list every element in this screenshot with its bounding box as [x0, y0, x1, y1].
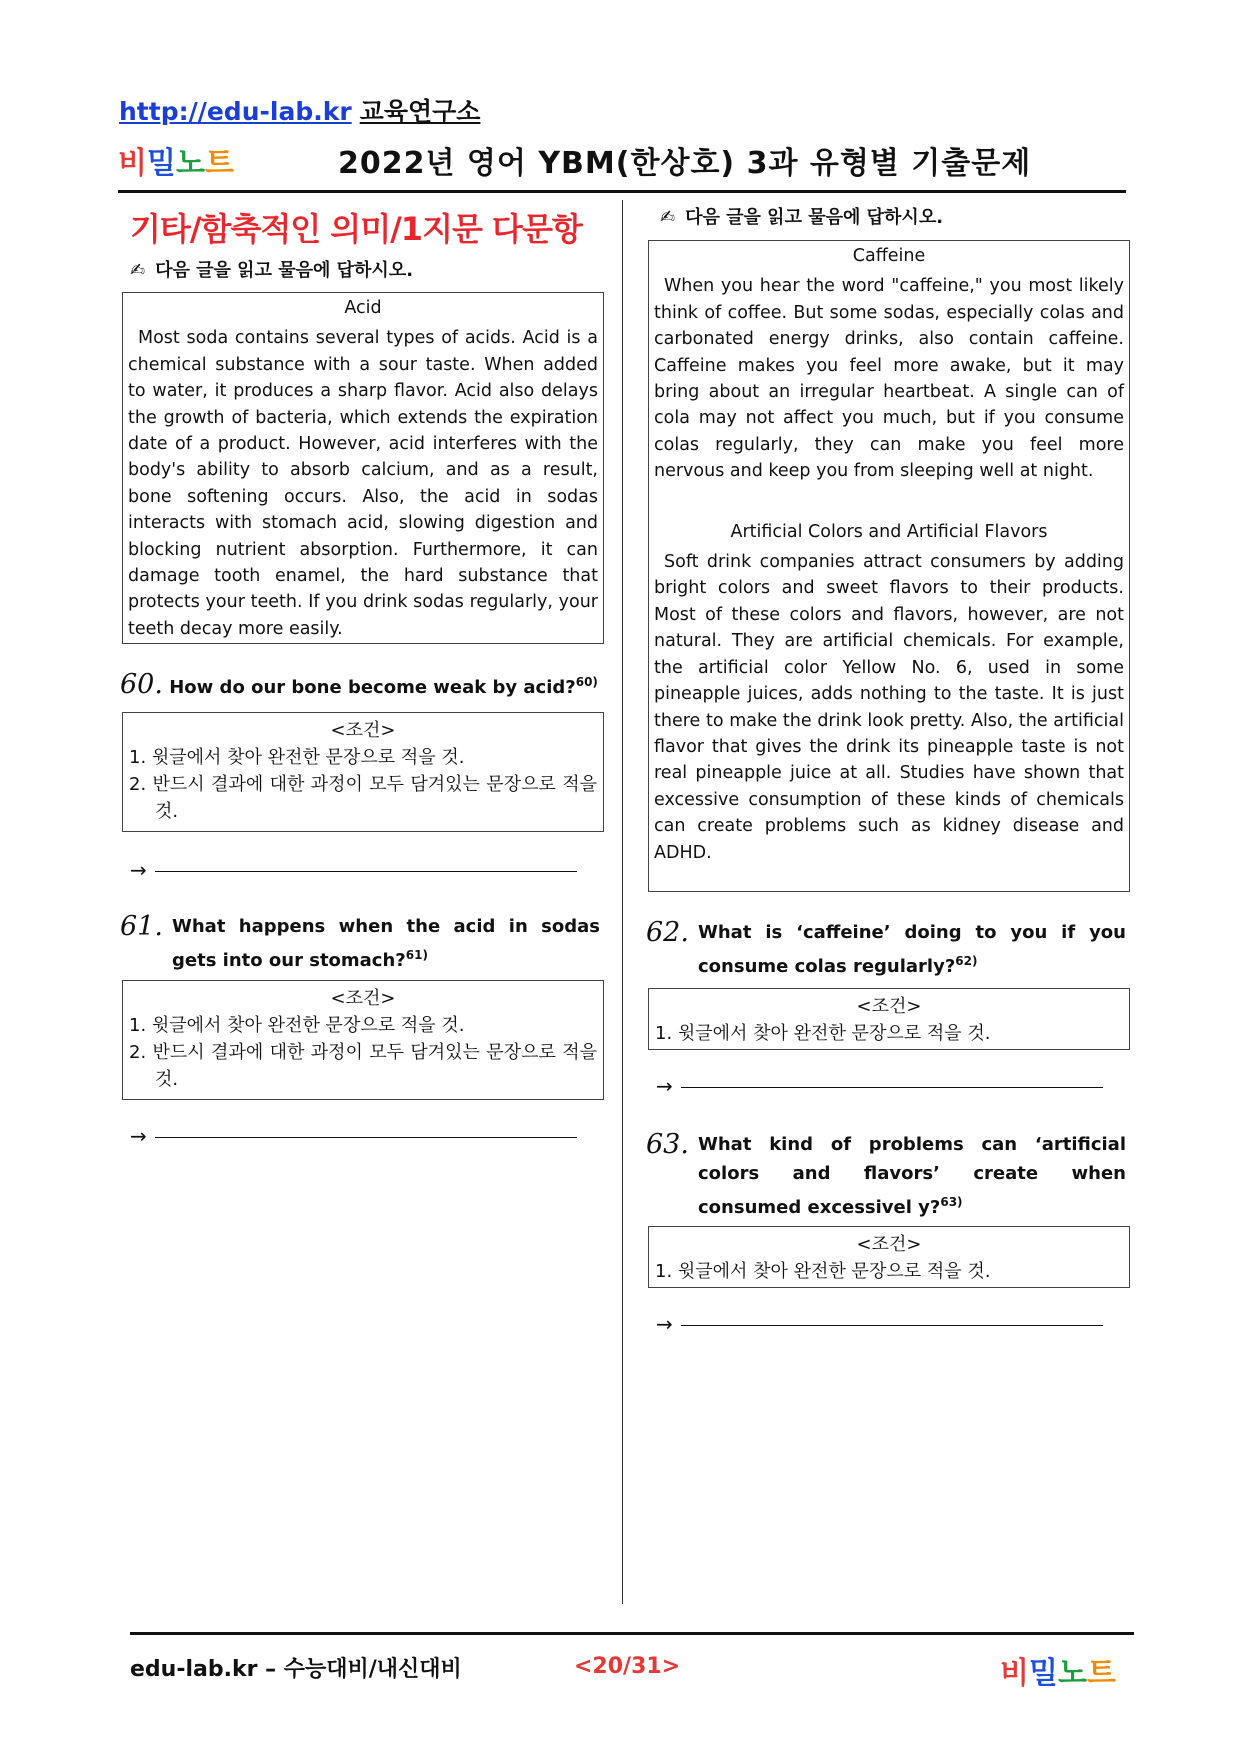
question-text: How do our bone become weak by acid? — [169, 677, 576, 698]
site-link[interactable] — [119, 92, 480, 128]
left-instruction — [130, 256, 413, 282]
document-title: 2022년 영어 YBM(한상호) 3과 유형별 기출문제 — [338, 146, 1032, 181]
brand-char-4: 트 — [1086, 1656, 1116, 1691]
footnote-ref: 62) — [955, 954, 978, 968]
footnote-ref: 61) — [405, 948, 428, 962]
footer-site: edu-lab.kr – 수능대비/내신대비 — [130, 1657, 462, 1682]
brand-char-2: 밀 — [1028, 1656, 1058, 1691]
condition-box-63 — [648, 1226, 1130, 1288]
question-number: 62. — [646, 917, 689, 948]
question-text: What happens when the acid in sodas gets into our stomach? — [172, 916, 600, 971]
condition-item: 1. 윗글에서 찾아 완전한 문장으로 적을 것. — [129, 1015, 465, 1036]
condition-title: <조건> — [856, 996, 922, 1017]
question-62 — [646, 918, 1126, 981]
answer-line-62[interactable] — [656, 1074, 1103, 1098]
column-divider — [622, 200, 623, 1604]
condition-item: 2. 반드시 결과에 대한 과정이 모두 담겨있는 문장으로 적을 것. — [129, 774, 597, 822]
footer-divider — [130, 1632, 1134, 1635]
question-number: 63. — [646, 1129, 689, 1160]
brand-char-3: 노 — [175, 146, 205, 181]
right-instruction — [660, 203, 943, 229]
answer-blank[interactable] — [681, 1325, 1103, 1326]
condition-title: <조건> — [330, 720, 396, 741]
answer-blank[interactable] — [681, 1087, 1103, 1088]
passage-text: Most soda contains several types of acids. Acid is a chemical substance with a sour taste. When added to water, it produces a sharp flavor. Acid also delays the growth of bacteria, which extends the expiration date of a product. However, acid interferes with the body's ability to absorb calcium, and as a result, bone softening occurs. Also, the acid in sodas interacts with stomach acid, slowing digestion and blocking nutrient absorption. Furthermore, it can damage tooth enamel, the hard substance that protects your teeth. If you drink sodas regularly, your teeth decay more easily. — [128, 328, 598, 639]
answer-blank[interactable] — [155, 1137, 577, 1138]
question-63 — [646, 1130, 1126, 1222]
page-indicator: <20/31> — [574, 1654, 681, 1679]
condition-item: 1. 윗글에서 찾아 완전한 문장으로 적을 것. — [129, 747, 465, 768]
condition-box-62 — [648, 988, 1130, 1050]
pen-icon: ✍ — [130, 260, 146, 281]
brand-char-1: 비 — [118, 146, 147, 181]
condition-title: <조건> — [856, 1234, 922, 1255]
brand-logo — [118, 138, 234, 182]
answer-line-61[interactable] — [130, 1124, 577, 1148]
condition-box-60 — [122, 712, 604, 832]
arrow-icon: → — [130, 858, 147, 882]
question-number: 60. — [120, 669, 163, 700]
answer-line-63[interactable] — [656, 1312, 1103, 1336]
condition-item: 1. 윗글에서 찾아 완전한 문장으로 적을 것. — [655, 1023, 991, 1044]
brand-char-1: 비 — [1000, 1656, 1029, 1691]
question-number: 61. — [120, 911, 163, 942]
pen-icon: ✍ — [660, 207, 676, 228]
passage-title-artificial: Artificial Colors and Artificial Flavors — [730, 521, 1048, 542]
header-divider — [118, 190, 1126, 193]
answer-blank[interactable] — [155, 871, 577, 872]
question-text: What kind of problems can ‘artificial colors and flavors’ create when consumed excessivel y? — [698, 1134, 1126, 1218]
passage-text-artificial: Soft drink companies attract consumers by adding bright colors and sweet flavors to their products. Most of these colors and flavors, however, are not natural. They are artificial chemicals. For example, the artificial color Yellow No. 6, used in some pineapple juices, adds nothing to the taste. It is just there to make the drink look pretty. Also, the artificial flavor that gives the drink its pineapple taste is not real pineapple juice at all. Studies have shown that excessive consumption of these kinds of chemicals can create problems such as kidney disease and ADHD. — [654, 552, 1124, 863]
passage-text-caffeine: When you hear the word "caffeine," you most likely think of coffee. But some sodas, especially colas and carbonated energy drinks, also contain caffeine. Caffeine makes you feel more awake, but it may bring about an irregular heartbeat. A single can of cola may not affect you much, but if you consume colas regularly, they can make you feel more nervous and keep you from sleeping well at night. — [654, 276, 1124, 482]
arrow-icon: → — [130, 1124, 147, 1148]
condition-box-61 — [122, 980, 604, 1100]
footer-brand-logo — [1000, 1648, 1116, 1692]
site-url[interactable]: http://edu-lab.kr — [119, 97, 352, 126]
condition-item: 1. 윗글에서 찾아 완전한 문장으로 적을 것. — [655, 1261, 991, 1282]
passage-title-caffeine: Caffeine — [852, 246, 926, 266]
instruction-text: 다음 글을 읽고 물음에 답하시오. — [685, 207, 944, 228]
question-60 — [120, 668, 600, 702]
brand-char-4: 트 — [204, 146, 234, 181]
instruction-text: 다음 글을 읽고 물음에 답하시오. — [155, 260, 414, 281]
arrow-icon: → — [656, 1312, 673, 1336]
passage-acid — [122, 292, 604, 644]
answer-line-60[interactable] — [130, 858, 577, 882]
passage-caffeine-colors — [648, 240, 1130, 892]
footnote-ref: 63) — [940, 1195, 963, 1209]
question-61 — [120, 912, 600, 975]
brand-char-3: 노 — [1057, 1656, 1087, 1691]
brand-char-2: 밀 — [146, 146, 176, 181]
condition-title: <조건> — [330, 988, 396, 1009]
condition-item: 2. 반드시 결과에 대한 과정이 모두 담겨있는 문장으로 적을 것. — [129, 1042, 597, 1090]
footnote-ref: 60) — [575, 675, 598, 689]
passage-title: Acid — [344, 298, 382, 318]
section-title: 기타/함축적인 의미/1지문 다문항 — [130, 210, 582, 248]
lab-name: 교육연구소 — [359, 97, 481, 126]
arrow-icon: → — [656, 1074, 673, 1098]
question-text: What is ‘caffeine’ doing to you if you consume colas regularly? — [698, 922, 1126, 977]
